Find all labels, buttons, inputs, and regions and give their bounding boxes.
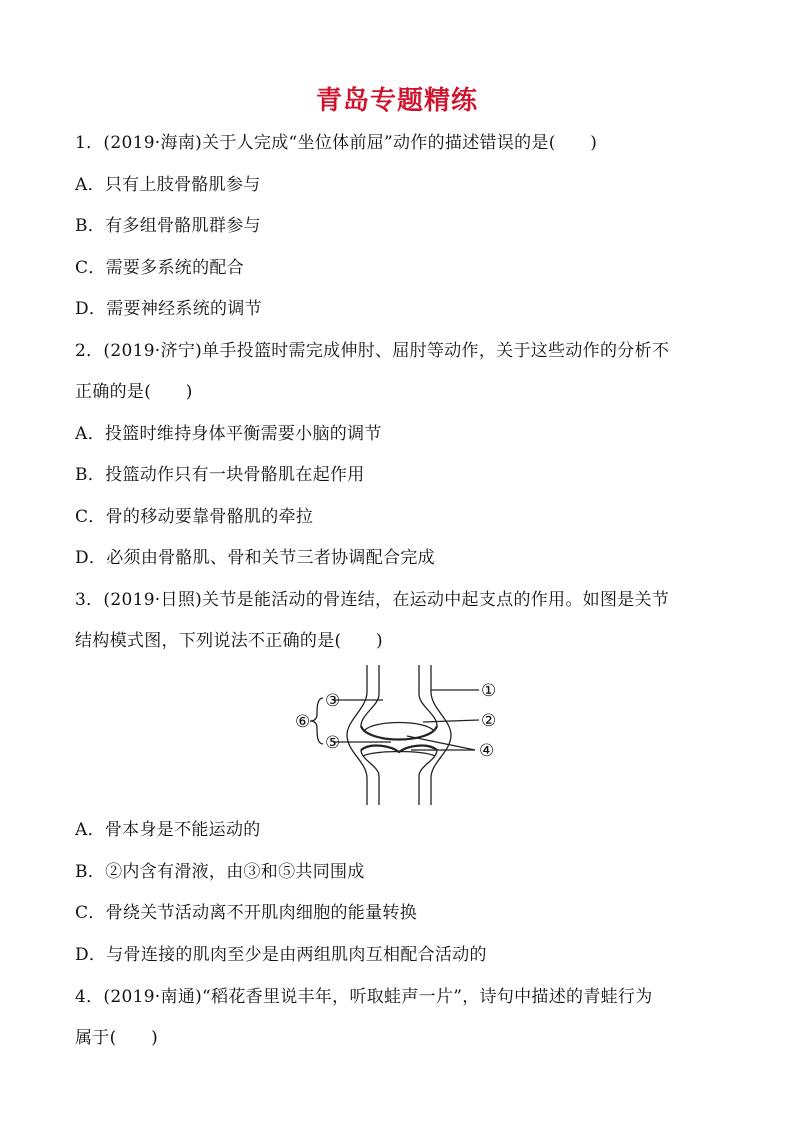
diagram-label-2: ② [481,711,497,731]
question-2-stem-line-2: 正确的是( ) [75,382,193,402]
question-2-option-b: B．投篮动作只有一块骨骼肌在起作用 [75,465,365,485]
question-1-option-b: B．有多组骨骼肌群参与 [75,216,261,236]
question-3-option-c: C．骨绕关节活动离不开肌肉细胞的能量转换 [75,903,418,923]
question-3-stem-line-2: 结构模式图，下列说法不正确的是( ) [75,631,383,651]
question-3-option-d: D．与骨连接的肌肉至少是由两组肌肉互相配合活动的 [75,945,487,965]
question-1-option-c: C．需要多系统的配合 [75,258,245,278]
diagram-label-3: ③ [325,691,341,711]
page-title: 青岛专题精练 [315,86,478,116]
question-1-stem: 1．(2019·海南)关于人完成“坐位体前屈”动作的描述错误的是( ) [75,133,598,153]
question-2-option-d: D．必须由骨骼肌、骨和关节三者协调配合完成 [75,548,435,568]
question-3-option-a: A．骨本身是不能运动的 [75,820,261,840]
question-1-option-a: A．只有上肢骨骼肌参与 [75,175,261,195]
question-3-option-b: B．②内含有滑液，由③和⑤共同围成 [75,862,365,882]
question-3-stem-line-1: 3．(2019·日照)关节是能活动的骨连结，在运动中起支点的作用。如图是关节 [75,590,670,610]
diagram-label-6: ⑥ [295,712,311,732]
joint-structure-diagram [295,660,505,810]
diagram-label-5: ⑤ [325,733,341,753]
question-2-option-c: C．骨的移动要靠骨骼肌的牵拉 [75,507,314,527]
question-1-option-d: D．需要神经系统的调节 [75,299,262,319]
question-4-stem-line-2: 属于( ) [75,1028,159,1048]
question-4-stem-line-1: 4．(2019·南通)“稻花香里说丰年，听取蛙声一片”，诗句中描述的青蛙行为 [75,987,653,1007]
question-2-option-a: A．投篮时维持身体平衡需要小脑的调节 [75,424,382,444]
diagram-label-4: ④ [479,741,495,761]
diagram-label-1: ① [481,681,497,701]
question-2-stem-line-1: 2．(2019·济宁)单手投篮时需完成伸肘、屈肘等动作，关于这些动作的分析不 [75,341,670,361]
